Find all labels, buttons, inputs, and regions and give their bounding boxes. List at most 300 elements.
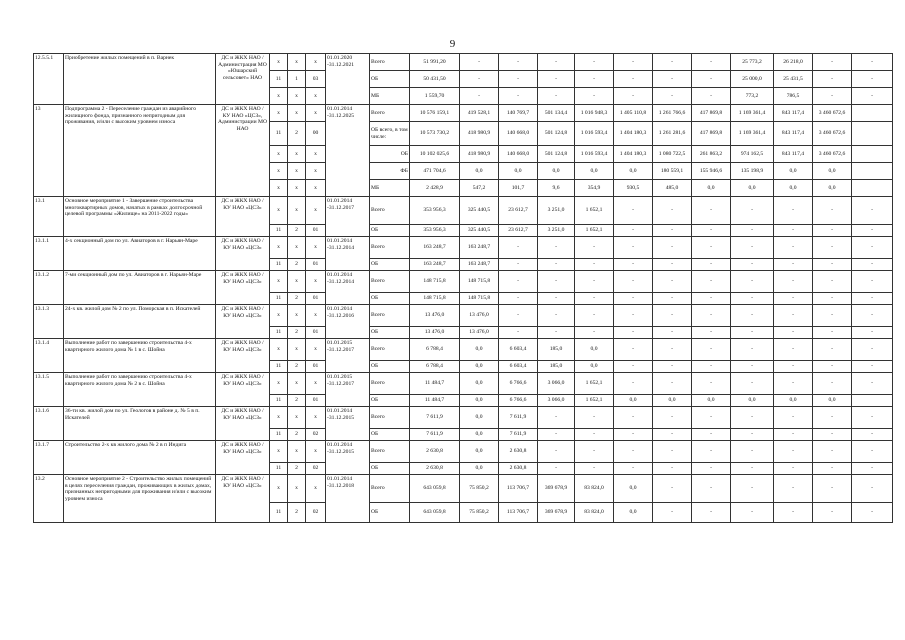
budget-code-cell: 11 [270,503,288,523]
year-amount: - [731,293,774,305]
budget-code-cell: x [288,54,306,71]
budget-code-cell: x [288,305,306,327]
year-amount: - [731,271,774,293]
budget-code-cell: x [306,373,326,395]
year-amount: 6 603,4 [499,339,538,361]
year-amount: - [614,441,653,463]
year-amount: 0,0 [692,180,731,197]
year-amount: 0,0 [460,429,499,441]
year-amount: 23 612,7 [499,225,538,237]
year-amount: 155 946,6 [692,163,731,180]
funding-source: МБ [370,180,410,197]
year-amount: 354,9 [575,180,614,197]
year-amount: - [852,327,893,339]
budget-code-cell: x [288,180,306,197]
year-amount: - [731,225,774,237]
year-amount: - [538,88,575,105]
page-number: 9 [449,38,456,50]
year-amount: - [813,71,852,88]
year-amount: 261 863,2 [692,146,731,163]
year-amount: - [813,197,852,225]
year-amount: - [653,293,692,305]
year-amount: - [774,441,813,463]
year-amount: 1 652,1 [575,373,614,395]
year-amount: 113 706,7 [499,475,538,503]
year-amount [852,146,893,163]
responsible-executor: ДС и ЖКХ НАО / КУ НАО «ЦСЗ» [216,441,270,475]
year-amount: 25 000,0 [731,71,774,88]
year-amount: - [692,373,731,395]
budget-code-cell: 11 [270,259,288,271]
year-amount: - [774,407,813,429]
year-amount: 843 117,4 [774,146,813,163]
row-number: 13.1.4 [34,339,64,373]
budget-code-cell: 01 [306,293,326,305]
budget-code-cell: 00 [306,122,326,146]
budget-code-cell: x [288,407,306,429]
funding-source: Всего [370,105,410,122]
year-amount: - [813,429,852,441]
year-amount: - [653,54,692,71]
implementation-period: 01.01.2015 -31.12.2017 [326,373,370,407]
year-amount: 6 766,6 [499,395,538,407]
budget-code-cell: 2 [288,503,306,523]
year-amount: 3 251,0 [538,197,575,225]
year-amount: - [731,339,774,361]
year-amount: - [653,429,692,441]
year-amount: - [813,54,852,71]
year-amount: 3 460 672,6 [813,146,852,163]
budget-code-cell: x [306,237,326,259]
implementation-period: 01.01.2014 -31.12.2014 [326,237,370,271]
budget-code-cell: 02 [306,503,326,523]
budget-code-cell: 11 [270,71,288,88]
budget-code-cell: x [270,271,288,293]
funding-source: ОБ [370,395,410,407]
year-amount: - [813,305,852,327]
year-amount: - [852,271,893,293]
total-amount: 7 611,9 [410,429,460,441]
responsible-executor: ДС и ЖКХ НАО / КУ НАО «ЦСЗ» [216,373,270,407]
year-amount: 369 678,9 [538,475,575,503]
year-amount: 1 404 180,3 [614,146,653,163]
row-number: 13.1.1 [34,237,64,271]
year-amount: 0,0 [774,180,813,197]
budget-code-cell: 11 [270,463,288,475]
year-amount: - [731,463,774,475]
year-amount: - [575,71,614,88]
year-amount: 843 117,4 [774,105,813,122]
table-row [34,373,893,395]
budget-code-cell: x [270,180,288,197]
year-amount: - [852,259,893,271]
funding-source: Всего [370,407,410,429]
row-number: 13.1.5 [34,373,64,407]
year-amount: 0,0 [460,463,499,475]
year-amount: 0,0 [460,339,499,361]
year-amount: 0,0 [692,395,731,407]
year-amount: - [774,293,813,305]
budget-code-cell: x [306,105,326,122]
responsible-executor: ДС и ЖКХ НАО / КУ НАО «ЦСЗ» [216,237,270,271]
year-amount: - [653,475,692,503]
budget-code-cell: 2 [288,463,306,475]
year-amount: - [575,327,614,339]
year-amount: - [614,71,653,88]
year-amount: - [653,373,692,395]
total-amount: 50 431,50 [410,71,460,88]
year-amount: - [499,71,538,88]
year-amount: - [575,271,614,293]
funding-source-spacer [370,146,381,163]
row-number: 13.1.2 [34,271,64,305]
year-amount: - [852,463,893,475]
row-number: 13.2 [34,475,64,523]
budget-code-cell: 11 [270,395,288,407]
year-amount: 3 460 672,6 [813,105,852,122]
year-amount: - [575,463,614,475]
budget-code-cell: 11 [270,429,288,441]
year-amount: - [813,225,852,237]
budget-code-cell: x [306,163,326,180]
year-amount: - [692,503,731,523]
year-amount: 83 824,0 [575,503,614,523]
table-row [34,237,893,259]
year-amount: - [813,475,852,503]
year-amount: 0,0 [460,441,499,463]
total-amount: 51 991,20 [410,54,460,71]
year-amount: 1 016 593,4 [575,146,614,163]
year-amount: - [653,463,692,475]
budget-code-cell: x [288,197,306,225]
year-amount: - [499,327,538,339]
total-amount: 643 059,8 [410,503,460,523]
year-amount: - [460,54,499,71]
year-amount: 140 668,0 [499,122,538,146]
year-amount [852,395,893,407]
year-amount: - [852,373,893,395]
budget-code-cell: x [288,88,306,105]
responsible-executor: ДС и ЖКХ НАО / КУ НАО «ЦСЗ» [216,475,270,523]
row-number: 12.5.5.1 [34,54,64,105]
year-amount: 0,0 [460,163,499,180]
activity-name: Основное мероприятие 1 - Завершение строительства многоквартирных домов, начатых в рамках долгосрочной целевой программы «Жилище» на 2011-2022 годы» [64,197,216,237]
year-amount: - [538,259,575,271]
year-amount: - [614,361,653,373]
year-amount: 26 218,0 [774,54,813,71]
funding-source: ОБ [370,293,410,305]
year-amount: 0,0 [813,395,852,407]
year-amount: 1 016 948,3 [575,105,614,122]
funding-source: ОБ [370,361,410,373]
responsible-executor: ДС и ЖКХ НАО / Администрация МО «Юшарский сельсовет» НАО [216,54,270,105]
year-amount: - [813,293,852,305]
budget-code-cell: x [306,441,326,463]
year-amount: - [692,475,731,503]
budget-code-cell: x [288,441,306,463]
year-amount: 773,2 [731,88,774,105]
activity-name: 36-ти кв. жилой дом по ул. Геологов в районе д. № 5 в п. Искателей [64,407,216,441]
year-amount: - [692,361,731,373]
activity-name: Основное мероприятие 2 - Строительство жилых помещений в целях переселения граждан, проживающих в жилых домах, признанных непригодными для проживания и/или с высоким уровнем износа [64,475,216,523]
year-amount: 501 134,4 [538,105,575,122]
funding-source: ОБ [370,225,410,237]
year-amount: 1 080 722,5 [653,146,692,163]
table-row [34,441,893,463]
year-amount: 13 476,0 [460,305,499,327]
year-amount: - [852,197,893,225]
year-amount: - [653,339,692,361]
year-amount: 3 460 672,6 [813,122,852,146]
table-row [34,105,893,122]
year-amount: - [499,259,538,271]
year-amount: 75 850,2 [460,475,499,503]
year-amount: - [731,361,774,373]
year-amount: 0,0 [614,475,653,503]
year-amount: 75 850,2 [460,503,499,523]
year-amount: - [499,305,538,327]
year-amount: 501 124,8 [538,122,575,146]
funding-source: ОБ [381,146,410,163]
year-amount: - [614,259,653,271]
budget-code-cell: x [288,475,306,503]
year-amount: 13 476,0 [460,327,499,339]
year-amount: - [575,441,614,463]
total-amount: 1 559,70 [410,88,460,105]
funding-source: ОБ [370,503,410,523]
year-amount: 0,0 [731,180,774,197]
table-row [34,339,893,361]
table-row [34,271,893,293]
year-amount: - [852,441,893,463]
year-amount: - [614,339,653,361]
activity-name: Подпрограмма 2 - Переселение граждан из аварийного жилищного фонда, признанного непригодным для проживания, и/или с высоким уровнем износа [64,105,216,197]
year-amount: - [852,407,893,429]
year-amount: - [692,271,731,293]
year-amount: - [614,305,653,327]
year-amount: 7 611,9 [499,407,538,429]
year-amount: 3 066,0 [538,373,575,395]
year-amount: 0,0 [575,163,614,180]
budget-code-cell: x [288,237,306,259]
row-number: 13 [34,105,64,197]
year-amount: 1 169 361,4 [731,122,774,146]
year-amount: - [499,293,538,305]
budget-code-cell: x [306,197,326,225]
row-number: 13.1.6 [34,407,64,441]
year-amount [852,105,893,122]
year-amount: - [774,373,813,395]
year-amount: 974 162,5 [731,146,774,163]
total-amount: 2 630,8 [410,441,460,463]
year-amount: - [774,327,813,339]
year-amount [852,122,893,146]
year-amount: - [813,407,852,429]
year-amount: - [852,429,893,441]
budget-code-cell: 02 [306,463,326,475]
responsible-executor: ДС и ЖКХ НАО / КУ НАО «ЦСЗ», Администрации МО НАО [216,105,270,197]
year-amount: - [653,259,692,271]
year-amount: - [731,197,774,225]
year-amount: - [692,305,731,327]
budget-code-cell: 11 [270,361,288,373]
year-amount: - [614,271,653,293]
total-amount: 353 956,3 [410,197,460,225]
year-amount: - [852,237,893,259]
table-row [34,475,893,503]
year-amount: - [460,71,499,88]
row-number: 13.1 [34,197,64,237]
total-amount: 7 611,9 [410,407,460,429]
year-amount: 1 652,1 [575,225,614,237]
year-amount: 148 715,8 [460,293,499,305]
year-amount: 25 431,5 [774,71,813,88]
year-amount: 0,0 [575,339,614,361]
year-amount: - [653,503,692,523]
budget-code-cell: 03 [306,71,326,88]
budget-code-cell: 1 [288,71,306,88]
funding-source-spacer [370,163,381,180]
funding-source: МБ [370,88,410,105]
year-amount: 930,5 [614,180,653,197]
year-amount: 0,0 [774,163,813,180]
budget-code-cell: 2 [288,122,306,146]
year-amount: - [813,259,852,271]
budget-code-cell: x [270,237,288,259]
year-amount: - [774,225,813,237]
budget-code-cell: x [270,105,288,122]
year-amount: - [852,503,893,523]
year-amount [852,180,893,197]
total-amount: 11 484,7 [410,373,460,395]
total-amount: 6 788,4 [410,361,460,373]
year-amount: 0,0 [575,361,614,373]
budget-code-cell: 01 [306,259,326,271]
responsible-executor: ДС и ЖКХ НАО / КУ НАО «ЦСЗ» [216,271,270,305]
year-amount: 7 611,9 [499,429,538,441]
budget-table [33,53,893,523]
year-amount: - [499,271,538,293]
budget-code-cell: 11 [270,327,288,339]
budget-code-cell: x [288,339,306,361]
total-amount: 163 248,7 [410,259,460,271]
year-amount: - [614,429,653,441]
total-amount: 353 956,3 [410,225,460,237]
year-amount: - [614,293,653,305]
year-amount: - [653,441,692,463]
funding-source: ОБ [370,463,410,475]
funding-source: ОБ всего, в том числе: [370,122,410,146]
activity-name: 24-х кв. жилой дом № 2 по ул. Поморская в п. Искателей [64,305,216,339]
year-amount: 185,0 [538,339,575,361]
year-amount: 0,0 [774,395,813,407]
year-amount: - [614,237,653,259]
year-amount: 417 869,8 [692,105,731,122]
activity-name: Строительство 2-х кв жилого дома № 2 в п Индига [64,441,216,475]
year-amount: 2 630,8 [499,441,538,463]
year-amount: 0,0 [813,163,852,180]
row-number: 13.1.7 [34,441,64,475]
budget-code-cell: x [306,271,326,293]
year-amount: 1 652,1 [575,395,614,407]
year-amount: - [731,475,774,503]
funding-source: ФБ [381,163,410,180]
year-amount: - [692,225,731,237]
year-amount: 1 652,1 [575,197,614,225]
implementation-period: 01.01.2014 -31.12.2025 [326,105,370,197]
budget-code-cell: x [270,305,288,327]
budget-code-cell: x [270,407,288,429]
year-amount: - [692,71,731,88]
year-amount: - [774,463,813,475]
year-amount: - [538,237,575,259]
year-amount: 0,0 [460,395,499,407]
total-amount: 2 428,9 [410,180,460,197]
activity-name: Выполнение работ по завершению строительства 4-х квартирного жилого дома № 2 в с. Шойна [64,373,216,407]
budget-code-cell: 2 [288,395,306,407]
year-amount: 140 769,7 [499,105,538,122]
total-amount: 13 476,0 [410,305,460,327]
year-amount: - [499,237,538,259]
year-amount: - [852,361,893,373]
year-amount: - [852,54,893,71]
budget-code-cell: 11 [270,225,288,237]
year-amount: - [731,305,774,327]
year-amount: 0,0 [614,503,653,523]
year-amount: - [575,305,614,327]
budget-code-cell: x [270,163,288,180]
year-amount: 417 869,8 [692,122,731,146]
year-amount: - [774,305,813,327]
funding-source: Всего [370,197,410,225]
budget-code-cell: 2 [288,361,306,373]
total-amount: 2 630,8 [410,463,460,475]
budget-code-cell: 11 [270,122,288,146]
year-amount: - [692,327,731,339]
year-amount: 1 404 180,3 [614,122,653,146]
year-amount: - [653,361,692,373]
budget-code-cell: x [288,146,306,163]
year-amount: - [538,305,575,327]
year-amount: - [852,475,893,503]
year-amount: - [653,237,692,259]
year-amount: - [538,54,575,71]
year-amount: - [813,339,852,361]
budget-code-cell: x [270,197,288,225]
year-amount: 25 773,2 [731,54,774,71]
year-amount: - [575,259,614,271]
year-amount: 485,0 [653,180,692,197]
year-amount: - [614,88,653,105]
budget-code-cell: 11 [270,293,288,305]
year-amount: 140 668,0 [499,146,538,163]
budget-code-cell: x [306,305,326,327]
year-amount: - [538,327,575,339]
year-amount: - [692,259,731,271]
year-amount: - [731,429,774,441]
total-amount: 11 484,7 [410,395,460,407]
year-amount: - [731,237,774,259]
implementation-period: 01.01.2014 -31.12.2014 [326,271,370,305]
year-amount: - [614,463,653,475]
year-amount: 1 169 361,4 [731,105,774,122]
implementation-period: 01.01.2014 -31.12.2015 [326,441,370,475]
year-amount: - [614,197,653,225]
budget-code-cell: x [288,163,306,180]
budget-code-cell: x [306,180,326,197]
year-amount: 101,7 [499,180,538,197]
year-amount: - [653,88,692,105]
